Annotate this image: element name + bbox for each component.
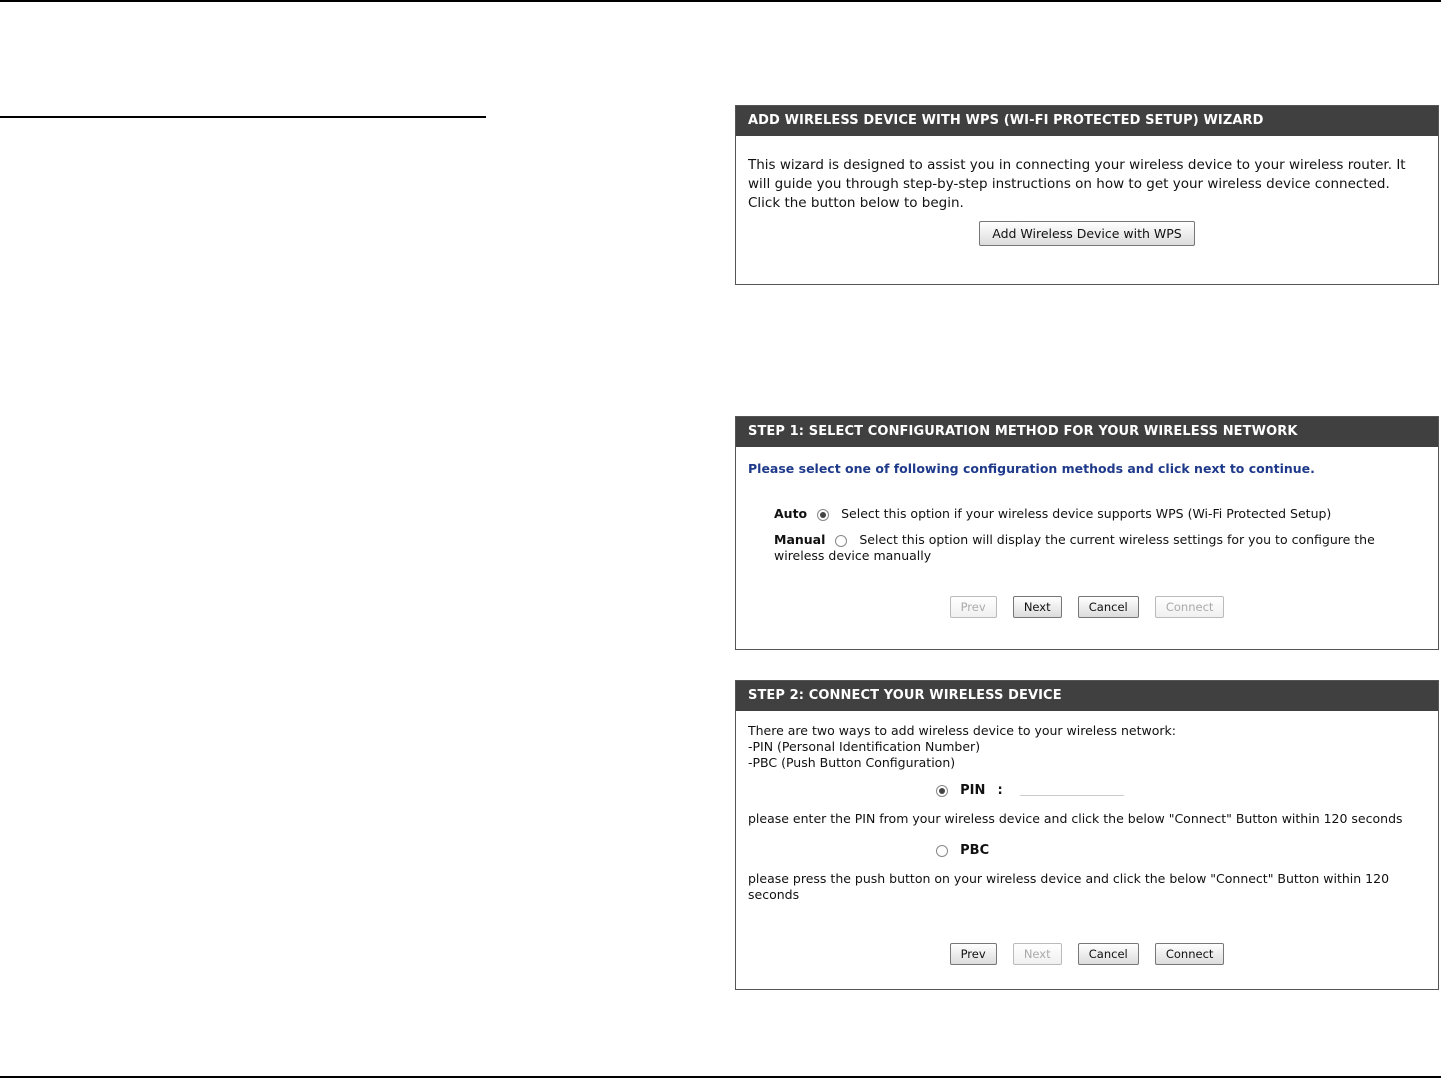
pbc-radio[interactable] [936,845,948,857]
pin-option-row [748,785,1426,807]
wps-wizard-description: This wizard is designed to assist you in connecting your wireless device to your wireless router. It will guide you through step-by-step instructions on how to get your wireless device connected. Click the button below to begin. [748,157,1406,211]
connect-button[interactable]: Connect [1155,596,1225,618]
step2-panel [735,680,1439,990]
connect-button[interactable]: Connect [1155,943,1225,965]
top-divider [0,0,1441,2]
wps-wizard-title: ADD WIRELESS DEVICE WITH WPS (WI-FI PROTECTED SETUP) WIZARD [736,106,1438,136]
prev-button[interactable]: Prev [950,596,997,618]
pin-radio[interactable] [936,785,948,797]
step2-intro-line2: -PIN (Personal Identification Number) [748,739,981,754]
option-manual-row [774,532,1426,564]
step2-intro-line1: There are two ways to add wireless device to your wireless network: [748,723,1176,738]
step1-panel [735,416,1439,650]
step1-instruction: Please select one of following configuration methods and click next to continue. [748,461,1315,476]
pin-colon: : [997,783,1003,798]
step1-title: STEP 1: SELECT CONFIGURATION METHOD FOR YOUR WIRELESS NETWORK [736,417,1438,447]
option-auto-radio[interactable] [817,509,829,521]
option-manual-radio[interactable] [835,535,847,547]
prev-button[interactable]: Prev [950,943,997,965]
next-button[interactable]: Next [1013,596,1062,618]
option-manual-description: Select this option will display the current wireless settings for you to configure the wireless device manually [774,532,1375,563]
cancel-button[interactable]: Cancel [1078,943,1139,965]
pin-label: PIN [960,783,986,798]
add-wireless-device-button[interactable]: Add Wireless Device with WPS [979,221,1195,246]
option-auto-label: Auto [774,506,808,521]
option-manual-label: Manual [774,532,826,547]
pbc-label: PBC [960,843,990,858]
section-underline [0,116,486,118]
step1-button-row [748,596,1426,618]
step2-button-row [748,943,1426,965]
pbc-help-text: please press the push button on your wireless device and click the below "Connect" Button within 120 seconds [748,871,1390,902]
bottom-divider [0,1076,1441,1078]
pin-help-text: please enter the PIN from your wireless device and click the below "Connect" Button within 120 seconds [748,811,1403,826]
step2-intro-line3: -PBC (Push Button Configuration) [748,755,956,770]
pin-input[interactable] [1020,777,1124,796]
cancel-button[interactable]: Cancel [1078,596,1139,618]
next-button[interactable]: Next [1013,943,1062,965]
option-auto-row [774,506,1426,522]
wps-wizard-panel [735,105,1439,285]
pbc-option-row [748,845,1426,867]
option-auto-description: Select this option if your wireless device supports WPS (Wi-Fi Protected Setup) [841,506,1332,521]
step2-title: STEP 2: CONNECT YOUR WIRELESS DEVICE [736,681,1438,711]
